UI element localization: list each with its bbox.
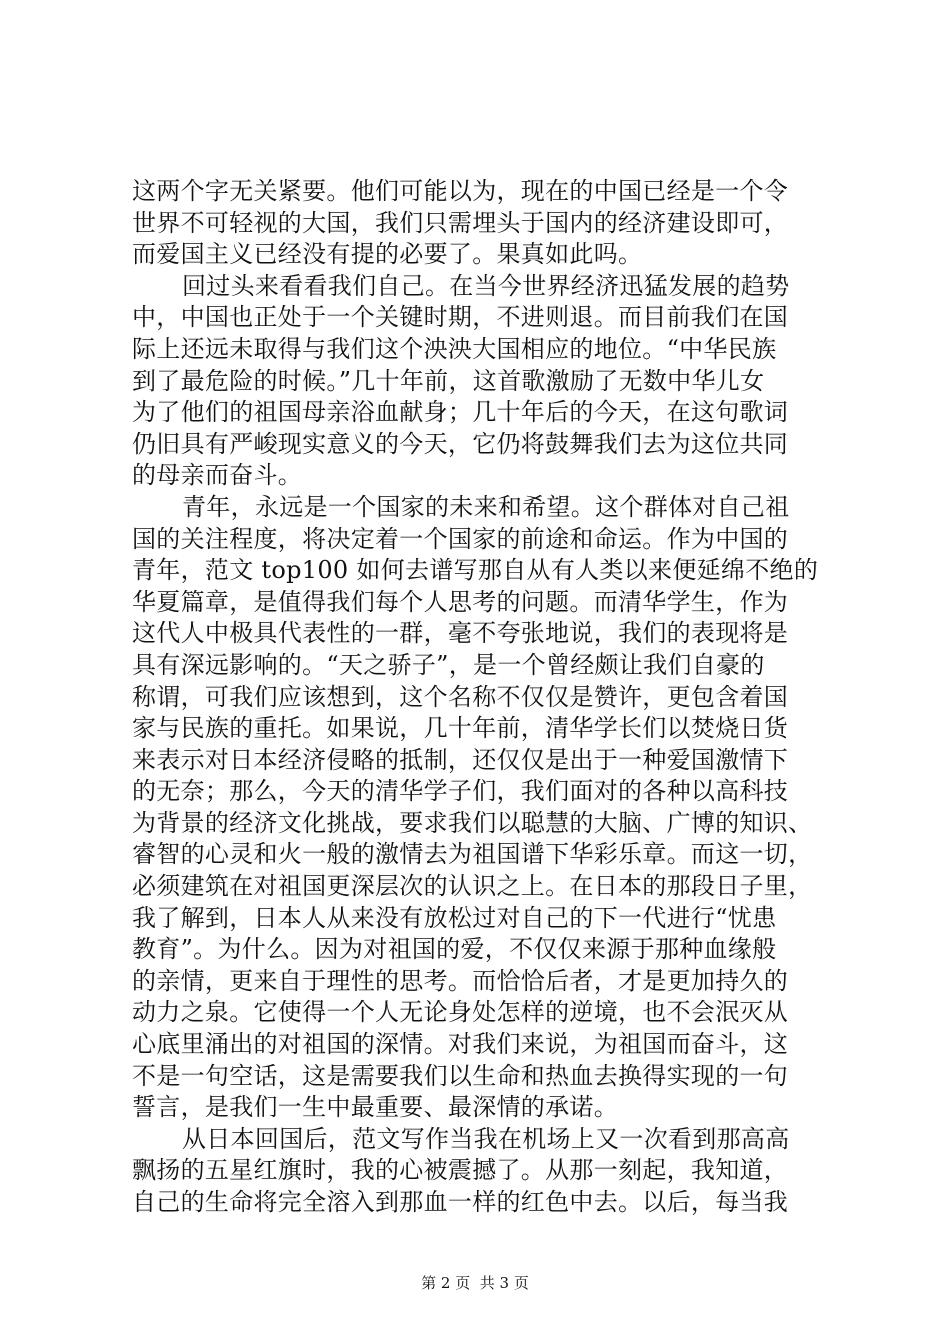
- text-line: 家与民族的重托。如果说，几十年前，清华学长们以焚烧日货: [132, 714, 789, 743]
- text-line: 到了最危险的时候。”几十年前，这首歌激励了无数中华儿女: [132, 366, 765, 395]
- text-line: 誓言，是我们一生中最重要、最深情的承诺。: [132, 1093, 618, 1122]
- text-line: 从日本回国后，范文写作当我在机场上又一次看到那高高: [182, 1124, 790, 1153]
- text-line: 的无奈；那么，今天的清华学子们，我们面对的各种以高科技: [132, 777, 789, 806]
- text-line: 青年，范文 top100 如何去谱写那自从有人类以来便延绵不绝的: [132, 556, 819, 585]
- document-body: [132, 176, 822, 1219]
- text-line: 为背景的经济文化挑战，要求我们以聪慧的大脑、广博的知识、: [132, 808, 813, 837]
- text-line: 飘扬的五星红旗时，我的心被震撼了。从那一刻起，我知道，: [132, 1156, 789, 1185]
- text-line: 青年，永远是一个国家的未来和希望。这个群体对自己祖: [182, 492, 790, 521]
- text-line: 这两个字无关紧要。他们可能以为，现在的中国已经是一个令: [132, 177, 789, 205]
- text-line: 动力之泉。它使得一个人无论身处怎样的逆境，也不会泯灭从: [132, 998, 789, 1027]
- text-line: 必须建筑在对祖国更深层次的认识之上。在日本的那段日子里，: [132, 872, 813, 901]
- text-line: 称谓，可我们应该想到，这个名称不仅仅是赞许，更包含着国: [132, 682, 789, 711]
- page-footer: [0, 1273, 950, 1293]
- text-line: 为了他们的祖国母亲浴血献身；几十年后的今天，在这句歌词: [132, 398, 789, 427]
- text-line: 中，中国也正处于一个关键时期，不进则退。而目前我们在国: [132, 303, 789, 332]
- text-line: 我了解到，日本人从来没有放松过对自己的下一代进行“忧患: [132, 903, 777, 932]
- page-number-label: 第 2 页 共 3 页: [421, 1274, 529, 1292]
- text-line: 国的关注程度，将决定着一个国家的前途和命运。作为中国的: [132, 524, 789, 553]
- text-line: 的母亲而奋斗。: [132, 461, 303, 490]
- text-line: 心底里涌出的对祖国的深情。对我们来说，为祖国而奋斗，这: [132, 1030, 789, 1059]
- text-line: 际上还远未取得与我们这个泱泱大国相应的地位。“中华民族: [132, 334, 777, 363]
- text-line: 自己的生命将完全溶入到那血一样的红色中去。以后，每当我: [132, 1188, 789, 1216]
- text-line: 教育”。为什么。因为对祖国的爱，不仅仅来源于那种血缘般: [132, 935, 777, 964]
- text-line: 不是一句空话，这是需要我们以生命和热血去换得实现的一句: [132, 1061, 789, 1090]
- text-line: 回过头来看看我们自己。在当今世界经济迅猛发展的趋势: [182, 271, 790, 300]
- text-line: 睿智的心灵和火一般的激情去为祖国谱下华彩乐章。而这一切，: [132, 840, 813, 869]
- text-line: 华夏篇章，是值得我们每个人思考的问题。而清华学生，作为: [132, 587, 789, 616]
- text-line: 这代人中极具代表性的一群，毫不夸张地说，我们的表现将是: [132, 619, 789, 648]
- text-line: 来表示对日本经济侵略的抵制，还仅仅是出于一种爱国激情下: [132, 745, 789, 774]
- text-line: 仍旧具有严峻现实意义的今天，它仍将鼓舞我们去为这位共同: [132, 429, 789, 458]
- text-line: 世界不可轻视的大国，我们只需埋头于国内的经济建设即可，: [132, 208, 789, 237]
- text-line: 的亲情，更来自于理性的思考。而恰恰后者，才是更加持久的: [132, 966, 789, 995]
- text-line: 具有深远影响的。“天之骄子”，是一个曾经颇让我们自豪的: [132, 650, 765, 679]
- text-line: 而爱国主义已经没有提的必要了。果真如此吗。: [132, 240, 643, 269]
